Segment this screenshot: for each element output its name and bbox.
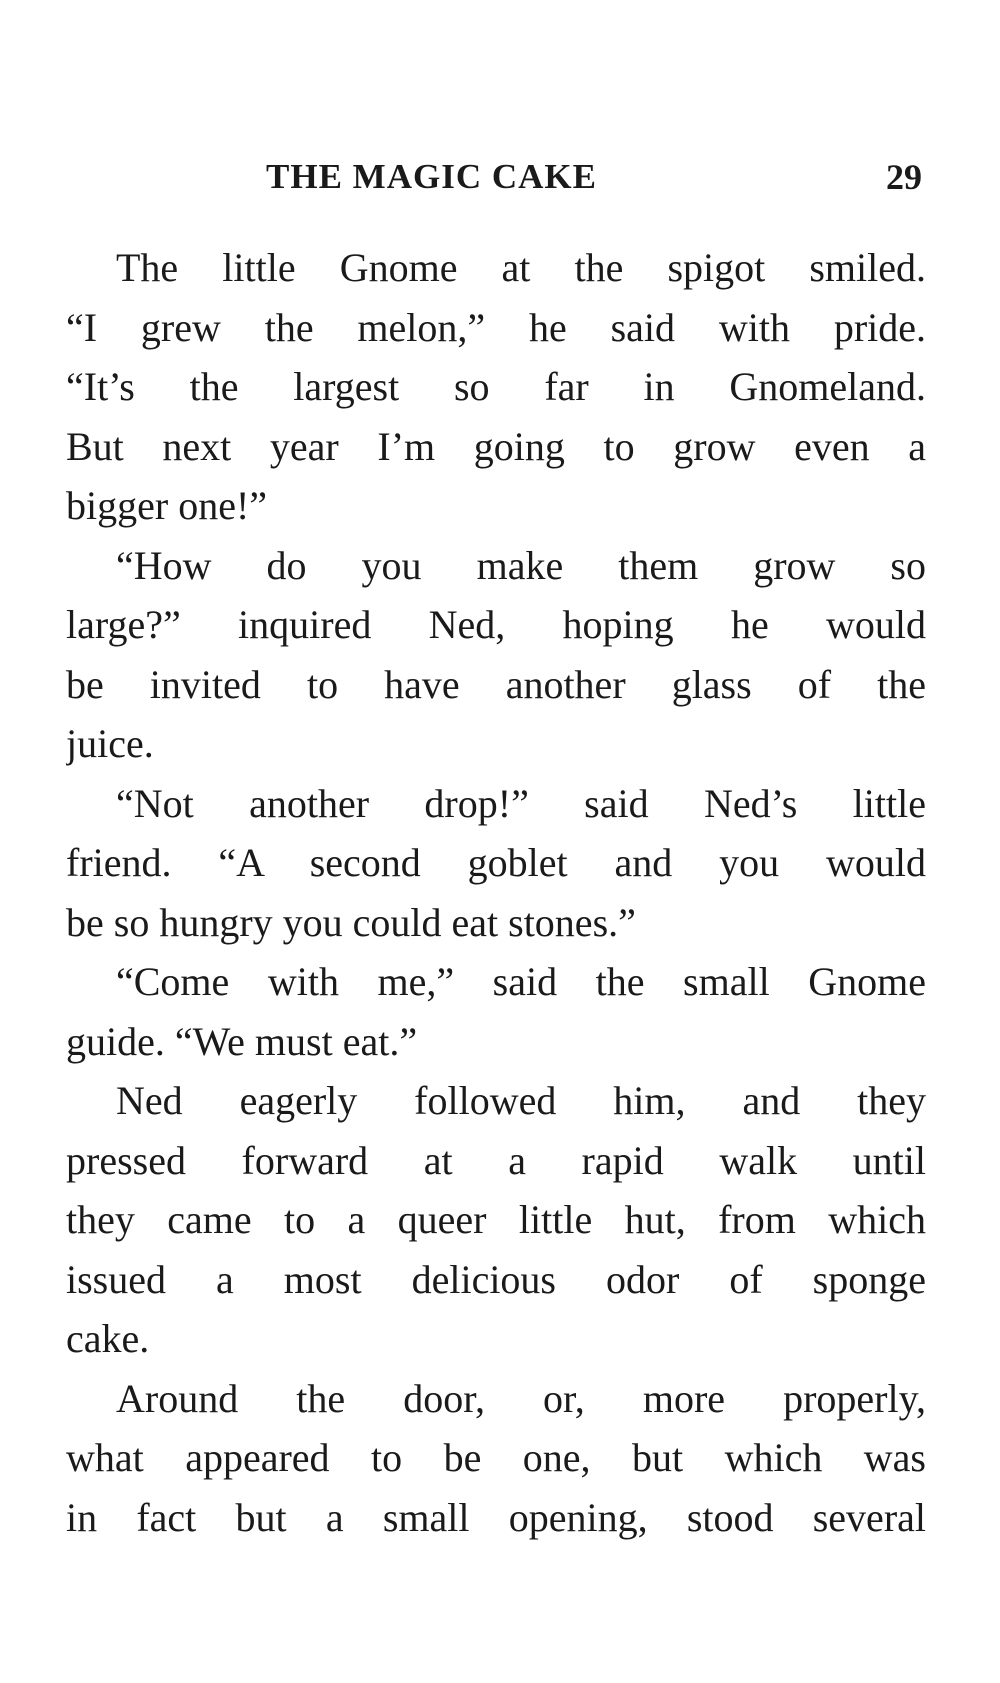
text-line: large?” inquired Ned, hoping he would	[66, 602, 926, 647]
text-line: guide. “We must eat.”	[66, 1018, 418, 1064]
text-line: Ned eagerly followed him, and they	[116, 1078, 926, 1123]
text-line: be invited to have another glass of the	[66, 661, 926, 707]
text-line: But next year I’m going to grow even a	[66, 423, 926, 469]
text-line: they came to a queer little hut, from which	[66, 1197, 926, 1242]
running-head	[66, 152, 922, 202]
text-line: “How do you make them grow so	[116, 542, 926, 588]
text-line: juice.	[66, 721, 154, 766]
text-line: cake.	[66, 1316, 150, 1361]
text-line: bigger one!”	[66, 483, 268, 528]
text-line: pressed forward at a rapid walk until	[66, 1137, 926, 1183]
text-line: be so hungry you could eat stones.”	[66, 899, 636, 945]
page-number: 29	[886, 157, 922, 197]
text-line: issued a most delicious odor of sponge	[66, 1256, 926, 1302]
text-line: Around the door, or, more properly,	[116, 1375, 926, 1421]
text-line: in fact but a small opening, stood several	[66, 1494, 926, 1540]
chapter-title: THE MAGIC CAKE	[266, 157, 597, 196]
text-line: The little Gnome at the spigot smiled.	[116, 245, 926, 290]
text-line: “Come with me,” said the small Gnome	[116, 959, 926, 1004]
body-text	[66, 238, 926, 1547]
text-line: “Not another drop!” said Ned’s little	[116, 780, 926, 826]
text-line: what appeared to be one, but which was	[66, 1435, 926, 1480]
text-line: “I grew the melon,” he said with pride.	[66, 304, 926, 350]
text-line: “It’s the largest so far in Gnomeland.	[66, 364, 926, 409]
text-line: friend. “A second goblet and you would	[66, 840, 926, 885]
